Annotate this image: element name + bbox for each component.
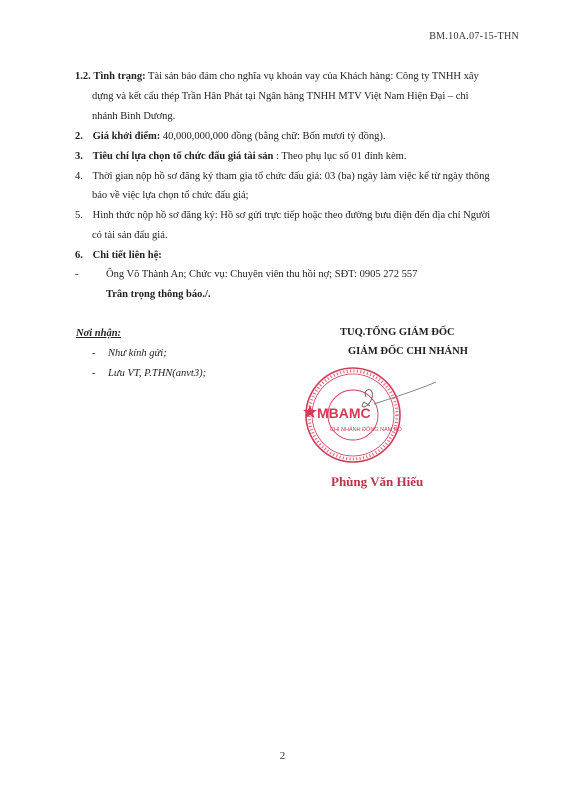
item-2-label: Giá khởi điểm: <box>92 131 161 142</box>
item-2-number: 2. <box>75 131 83 142</box>
item-6 <box>75 249 162 262</box>
recipient-2: Lưu VT, P.THN(anvt3); <box>108 368 207 379</box>
item-3-number: 3. <box>75 151 83 162</box>
recipient-1: Như kính gửi; <box>108 348 167 359</box>
item-1-2-line-2: dựng và kết cấu thép Trần Hân Phát tại Ngân hàng TNHH MTV Việt Nam Hiện Đại – chi <box>92 91 469 102</box>
item-4-line-1 <box>75 170 490 183</box>
item-3-label: Tiêu chí lựa chọn tổ chức đấu giá tài sản <box>92 151 274 162</box>
signature-title-2: GIÁM ĐỐC CHI NHÁNH <box>348 346 468 357</box>
item-3-text: : Theo phụ lục số 01 đính kèm. <box>275 151 407 162</box>
item-2 <box>75 130 385 143</box>
contact-dash: - <box>75 269 79 280</box>
seal-logo-text: MBAMC <box>317 405 371 421</box>
item-1-2-number: 1.2. <box>75 71 91 82</box>
item-6-number: 6. <box>75 250 83 261</box>
recipient-2-dash: - <box>92 368 96 379</box>
closing-text: Trân trọng thông báo./. <box>106 289 211 300</box>
item-4-line-2: báo về việc lựa chọn tổ chức đấu giá; <box>92 190 249 201</box>
company-seal <box>300 364 460 479</box>
item-3 <box>75 150 406 163</box>
item-6-label: Chi tiết liên hệ: <box>92 250 162 261</box>
item-2-text: 40,000,000,000 đồng (bằng chữ: Bốn mươi tỷ đồng). <box>162 131 386 142</box>
item-1-2-line-3: nhánh Bình Dương. <box>92 111 176 122</box>
item-5-text-1: Hình thức nộp hồ sơ đăng ký: Hồ sơ gửi trực tiếp hoặc theo đường bưu điện đến địa chỉ Người <box>92 210 491 221</box>
seal-branch-text: CHI NHÁNH ĐÔNG NAM BỘ <box>330 427 402 433</box>
recipient-1-dash: - <box>92 348 96 359</box>
recipients-title: Nơi nhận: <box>76 328 122 339</box>
item-4-number: 4. <box>75 171 83 182</box>
item-1-2-line-1 <box>75 70 479 83</box>
item-1-2-text-1: Tài sản bảo đảm cho nghĩa vụ khoản vay của Khách hàng: Công ty TNHH xây <box>148 71 479 82</box>
signer-name: Phùng Văn Hiếu <box>331 474 424 489</box>
contact-text: Ông Võ Thành An; Chức vụ: Chuyên viên thu hồi nợ; SĐT: 0905 272 557 <box>106 269 418 280</box>
item-1-2-label: Tình trạng: <box>93 71 146 82</box>
item-5-line-1 <box>75 209 490 222</box>
page-number: 2 <box>279 750 286 762</box>
item-5-number: 5. <box>75 210 83 221</box>
item-5-line-2: có tài sản đấu giá. <box>92 230 168 241</box>
signature-title-1: TUQ.TỔNG GIÁM ĐỐC <box>340 327 455 338</box>
item-4-text-1: Thời gian nộp hồ sơ đăng ký tham gia tổ chức đấu giá: 03 (ba) ngày làm việc kể từ ngày thông <box>92 171 490 182</box>
seal-graphic <box>300 364 460 474</box>
form-code: BM.10A.07-15-THN <box>429 31 519 42</box>
